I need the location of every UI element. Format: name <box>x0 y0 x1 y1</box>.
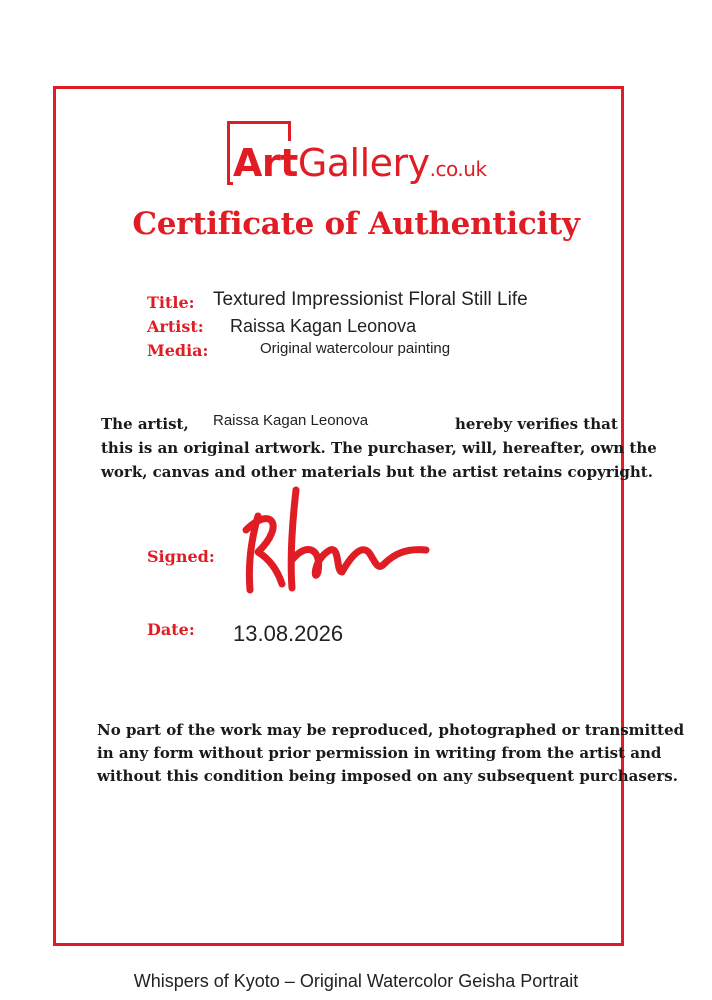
certificate-title: Certificate of Authenticity <box>132 206 580 242</box>
handwritten-signature <box>236 480 436 610</box>
date-label: Date: <box>147 620 195 639</box>
artgallery-logo <box>227 121 497 191</box>
artist-label: Artist: <box>147 317 204 336</box>
logo-wordmark <box>233 141 487 185</box>
artist-value: Raissa Kagan Leonova <box>230 316 417 336</box>
media-value: Original watercolour painting <box>260 340 451 357</box>
product-caption: Whispers of Kyoto – Original Watercolor Geisha Portrait <box>133 971 579 991</box>
artwork-title-value: Textured Impressionist Floral Still Life <box>213 289 528 310</box>
verification-prefix: The artist, <box>101 415 189 433</box>
disclaimer-line-2: in any form without prior permission in writing from the artist and <box>97 744 662 762</box>
signed-label: Signed: <box>147 547 215 566</box>
logo-gallery-text: Gallery <box>297 141 430 185</box>
disclaimer-line-3: without this condition being imposed on any subsequent purchasers. <box>97 767 678 785</box>
date-value: 13.08.2026 <box>233 621 344 646</box>
verification-artist-name: Raissa Kagan Leonova <box>213 412 369 429</box>
logo-domain-text: .co.uk <box>429 157 487 181</box>
media-label: Media: <box>147 341 209 360</box>
verification-line-3: work, canvas and other materials but the artist retains copyright. <box>101 463 653 481</box>
title-label: Title: <box>147 293 195 312</box>
verification-line-2: this is an original artwork. The purchaser, will, hereafter, own the <box>101 439 657 457</box>
disclaimer-line-1: No part of the work may be reproduced, photographed or transmitted <box>97 721 685 739</box>
logo-art-text: Art <box>233 141 298 185</box>
verification-suffix: hereby verifies that <box>455 415 618 433</box>
